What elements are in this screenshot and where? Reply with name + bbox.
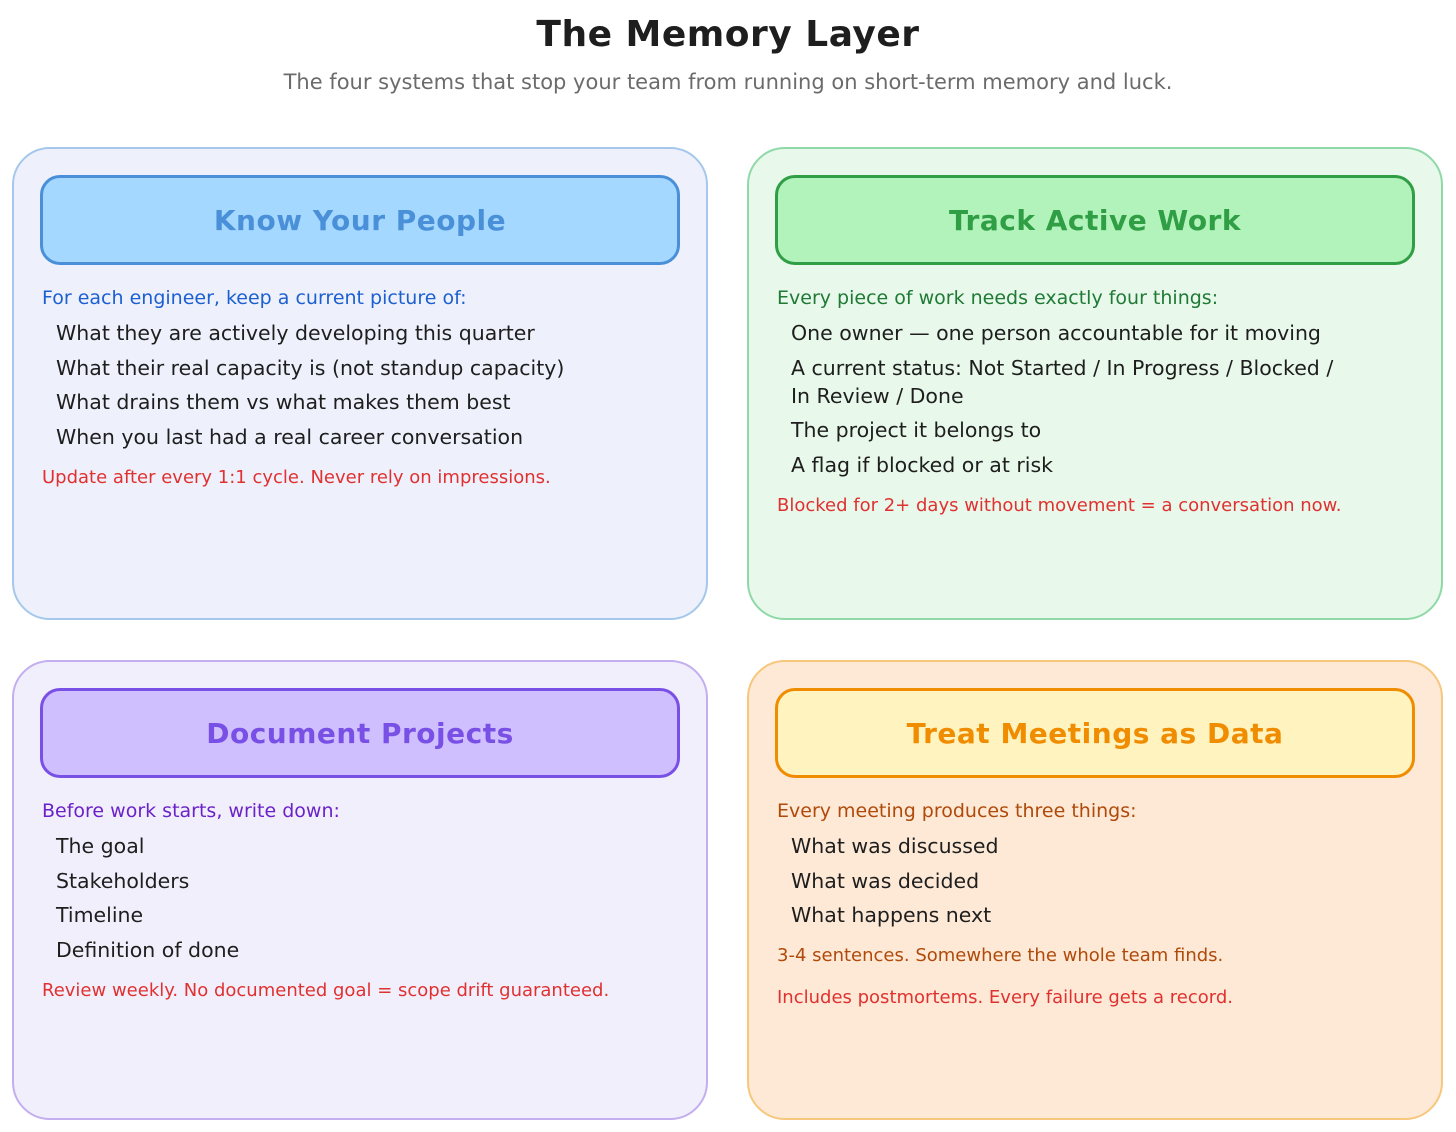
card-track-active-work <box>747 147 1443 620</box>
page-title: The Memory Layer <box>536 14 920 55</box>
list-item: One owner — one person accountable for it moving <box>791 321 1321 345</box>
list-item: Stakeholders <box>56 868 190 893</box>
page-subtitle: The four systems that stop your team from running on short-term memory and luck. <box>283 70 1173 94</box>
list-item: What was decided <box>791 868 980 893</box>
card-note: Blocked for 2+ days without movement = a conversation now. <box>777 494 1342 516</box>
list-item: What drains them vs what makes them best <box>56 390 511 414</box>
card-body <box>777 283 1417 519</box>
list-item: A flag if blocked or at risk <box>791 452 1054 477</box>
card-body <box>42 283 682 491</box>
card-header: Treat Meetings as Data <box>775 688 1415 778</box>
card-note: Review weekly. No documented goal = scope drift guaranteed. <box>42 979 610 1001</box>
card-know-your-people <box>12 147 708 620</box>
card-body <box>42 796 682 1004</box>
list-item: The goal <box>56 834 145 858</box>
item-list <box>42 319 682 451</box>
list-item: What happens next <box>791 903 992 927</box>
list-item: A current status: Not Started / In Progress / Blocked / In Review / Done <box>791 355 1334 408</box>
card-header: Track Active Work <box>775 175 1415 265</box>
list-item: Definition of done <box>56 937 240 962</box>
list-item: What they are actively developing this quarter <box>56 321 535 345</box>
list-item: What was discussed <box>791 834 999 858</box>
item-list <box>777 319 1351 479</box>
card-note: Includes postmortems. Every failure gets a record. <box>777 987 1234 1008</box>
card-header: Document Projects <box>40 688 680 778</box>
card-intro: Before work starts, write down: <box>42 800 340 822</box>
list-item: The project it belongs to <box>791 418 1042 442</box>
card-document-projects <box>12 660 708 1120</box>
list-item: When you last had a real career conversation <box>56 424 524 449</box>
card-header: Know Your People <box>40 175 680 265</box>
list-item: What their real capacity is (not standup capacity) <box>56 355 565 380</box>
card-intro: Every piece of work needs exactly four things: <box>777 287 1219 309</box>
card-treat-meetings-as-data <box>747 660 1443 1120</box>
item-list <box>777 832 1417 929</box>
card-note: 3-4 sentences. Somewhere the whole team finds. <box>777 945 1224 966</box>
card-intro: Every meeting produces three things: <box>777 800 1137 822</box>
card-intro: For each engineer, keep a current picture of: <box>42 287 467 309</box>
item-list <box>42 832 682 964</box>
card-note: Update after every 1:1 cycle. Never rely on impressions. <box>42 466 551 488</box>
list-item: Timeline <box>56 903 144 927</box>
card-body <box>777 796 1417 1011</box>
